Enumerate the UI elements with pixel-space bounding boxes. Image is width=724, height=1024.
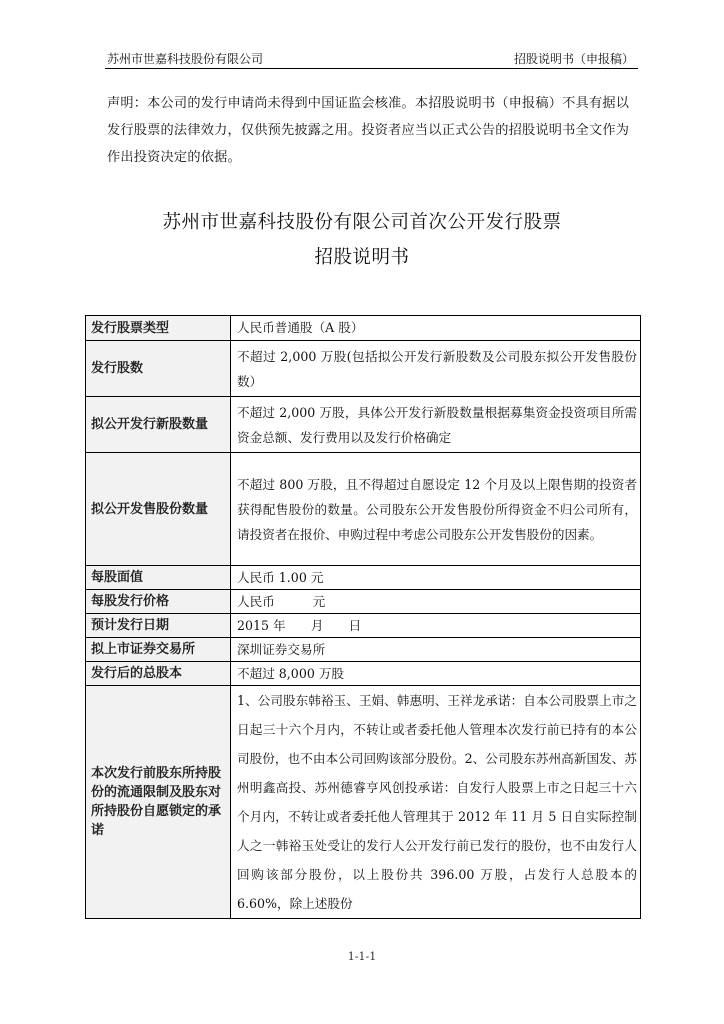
table-row (86, 397, 641, 453)
header-doc-type: 招股说明书（申报稿） (513, 52, 634, 66)
header-company: 苏州市世嘉科技股份有限公司 (107, 52, 264, 66)
row-label: 拟上市证券交易所 (86, 638, 231, 662)
row-value: 不超过 800 万股，且不得超过自愿设定 12 个月及以上限售期的投资者获得配售股份的数量。公司股东公开发售股份所得资金不归公司所有，请投资者在报价、申购过程中考虑公司股东公开发售股份的因素。 (231, 453, 641, 566)
table-row (86, 638, 641, 662)
row-label: 每股发行价格 (86, 590, 231, 614)
row-label: 拟公开发行新股数量 (86, 397, 231, 453)
row-value: 人民币 元 (231, 590, 641, 614)
row-value: 人民币普通股（A 股） (231, 316, 641, 341)
offering-summary-table (85, 315, 641, 919)
document-title: 苏州市世嘉科技股份有限公司首次公开发行股票 (162, 212, 562, 233)
row-label: 拟公开发售股份数量 (86, 453, 231, 566)
row-value: 深圳证券交易所 (231, 638, 641, 662)
row-label: 发行后的总股本 (86, 662, 231, 686)
row-value: 2015 年 月 日 (231, 614, 641, 638)
row-label: 发行股数 (86, 341, 231, 397)
row-value: 不超过 2,000 万股(包括拟公开发行新股数及公司股东拟公开发售股份数） (231, 341, 641, 397)
disclaimer-statement: 声明：本公司的发行申请尚未得到中国证监会核准。本招股说明书（申报稿）不具有据以发行股票的法律效力，仅供预先披露之用。投资者应当以正式公告的招股说明书全文作为作出投资决定的依据。 (107, 96, 630, 165)
table-row (86, 662, 641, 686)
table-row (86, 686, 641, 919)
row-label: 本次发行前股东所持股份的流通限制及股东对所持股份自愿锁定的承诺 (86, 686, 231, 919)
row-label: 每股面值 (86, 566, 231, 590)
row-value: 不超过 8,000 万股 (231, 662, 641, 686)
page-number: 1-1-1 (347, 950, 377, 963)
table-row (86, 316, 641, 341)
table-row (86, 566, 641, 590)
row-value: 人民币 1.00 元 (231, 566, 641, 590)
table-row (86, 614, 641, 638)
table-row (86, 590, 641, 614)
table-row (86, 341, 641, 397)
table-row (86, 453, 641, 566)
row-label: 发行股票类型 (86, 316, 231, 341)
document-subtitle: 招股说明书 (314, 247, 410, 268)
page-header (105, 48, 638, 69)
row-value: 1、公司股东韩裕玉、王娟、韩惠明、王祥龙承诺：自本公司股票上市之日起三十六个月内，不转让或者委托他人管理本次发行前已持有的本公司股份，也不由本公司回购该部分股份。2、公司股东苏州高新国发、苏州明鑫高投、苏州德睿亨风创投承诺：自发行人股票上市之日起三十六个月内，不转让或者委托他人管理其于 2012 年 11 月 5 日自实际控制人之一韩裕玉处受让的发行人公开发行前已发行的股份，也不由发行人回购该部分股份，以上股份共 396.00 万股，占发行人总股本的 6.60%，除上述股份 (231, 686, 641, 919)
row-label: 预计发行日期 (86, 614, 231, 638)
row-value: 不超过 2,000 万股，具体公开发行新股数量根据募集资金投资项目所需资金总额、发行费用以及发行价格确定 (231, 397, 641, 453)
